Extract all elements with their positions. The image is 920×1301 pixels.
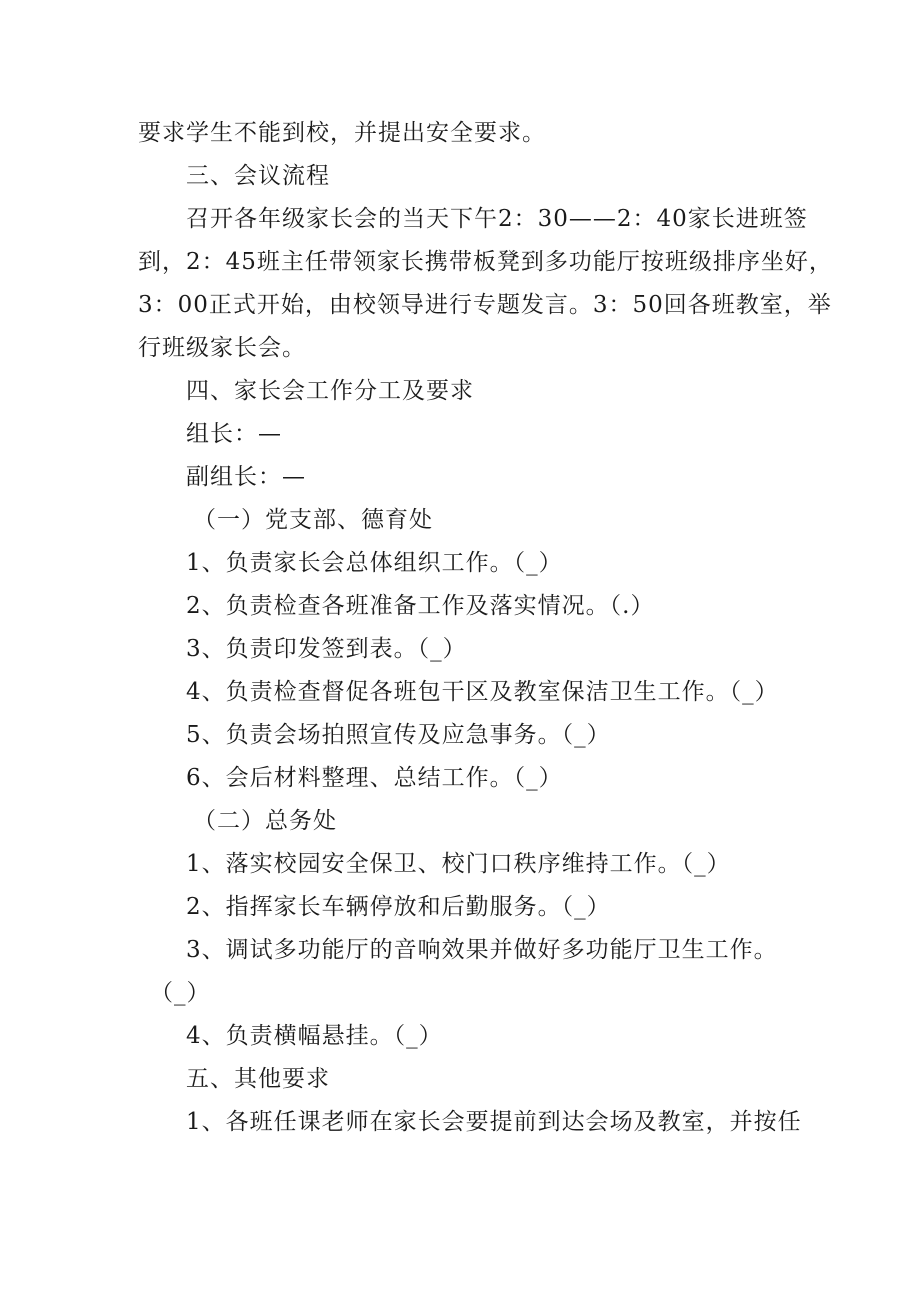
task-item-1-4: 4、负责检查督促各班包干区及教室保洁卫生工作。（_）	[186, 679, 779, 705]
requirement-item-1: 1、各班任课老师在家长会要提前到达会场及教室，并按任	[186, 1109, 802, 1135]
subsection-heading-1: （一）党支部、德育处	[193, 507, 433, 533]
paragraph-line-4: 3：00正式开始，由校领导进行专题发言。3：50回各班教室，举	[138, 292, 832, 318]
paragraph-line-2: 召开各年级家长会的当天下午2：30——2：40家长进班签	[186, 206, 808, 232]
task-item-1-1: 1、负责家长会总体组织工作。（_）	[186, 550, 563, 576]
task-item-1-5: 5、负责会场拍照宣传及应急事务。（_）	[186, 722, 611, 748]
team-leader-line: 组长：—	[186, 421, 282, 447]
paragraph-line-3: 到，2：45班主任带领家长携带板凳到多功能厅按班级排序坐好，	[138, 249, 833, 275]
paragraph-line-5: 行班级家长会。	[138, 335, 306, 361]
task-item-1-3: 3、负责印发签到表。（_）	[186, 636, 467, 662]
task-item-2-3: 3、调试多功能厅的音响效果并做好多功能厅卫生工作。	[186, 937, 778, 963]
task-item-2-3-continuation: （_）	[150, 980, 211, 1006]
task-item-2-4: 4、负责横幅悬挂。（_）	[186, 1023, 443, 1049]
task-item-1-6: 6、会后材料整理、总结工作。（_）	[186, 765, 563, 791]
section-heading-5: 五、其他要求	[186, 1066, 330, 1092]
section-heading-3: 三、会议流程	[186, 163, 330, 189]
section-heading-4: 四、家长会工作分工及要求	[186, 378, 474, 404]
task-item-2-2: 2、指挥家长车辆停放和后勤服务。（_）	[186, 894, 611, 920]
paragraph-line-1: 要求学生不能到校，并提出安全要求。	[138, 120, 546, 146]
subsection-heading-2: （二）总务处	[193, 808, 337, 834]
task-item-2-1: 1、落实校园安全保卫、校门口秩序维持工作。（_）	[186, 851, 731, 877]
deputy-leader-line: 副组长：—	[186, 464, 306, 490]
task-item-1-2: 2、负责检查各班准备工作及落实情况。（.）	[186, 593, 655, 619]
